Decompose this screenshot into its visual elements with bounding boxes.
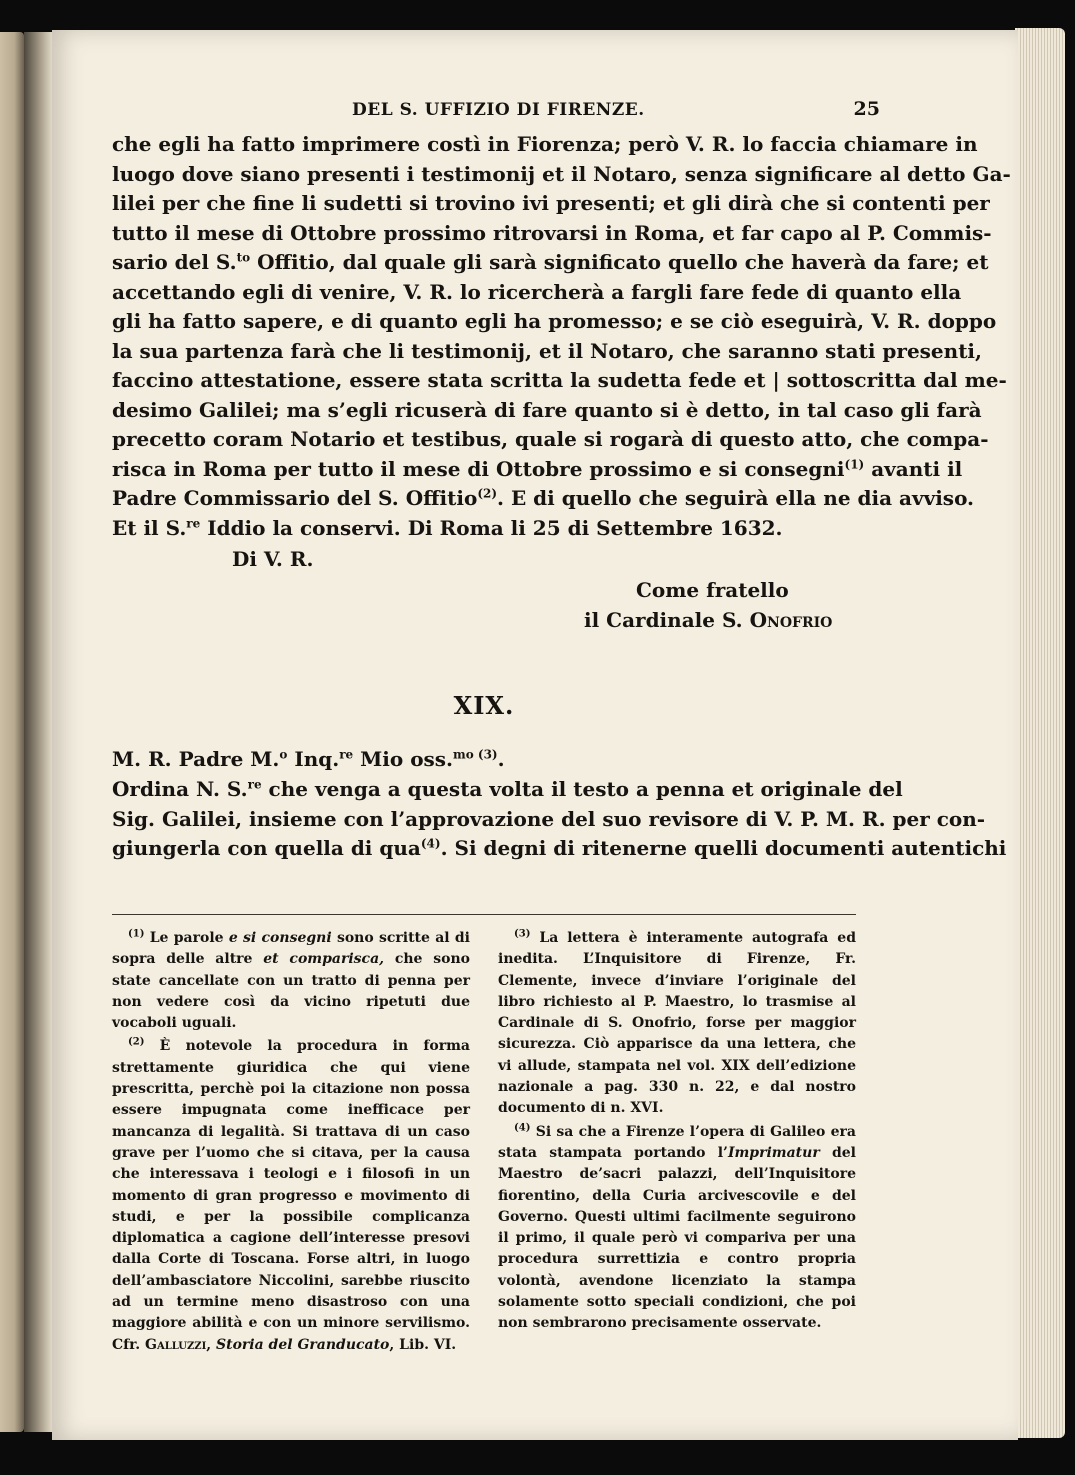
text-line <box>112 455 963 485</box>
text-fragment: sario del S. <box>112 250 237 274</box>
book-gutter <box>24 32 54 1432</box>
text-line: Sig. Galilei, insieme con l’approvazione del suo revisore di V. P. M. R. per con- <box>112 806 986 831</box>
footnote-column-right <box>498 928 856 1337</box>
superscript: o <box>279 747 288 762</box>
text-line <box>112 514 856 544</box>
document-paragraph <box>112 775 1007 864</box>
text-line: accettando egli di venire, V. R. lo ricercherà a fargli fare fede di quanto ella <box>112 279 962 304</box>
text-fragment: che venga a questa volta il testo a penna et originale del <box>261 777 903 801</box>
text-line <box>112 484 975 514</box>
italic-text: Imprimatur <box>727 1144 820 1161</box>
footnote-ref-4: (4) <box>420 836 441 851</box>
text-fragment: Ordina N. S. <box>112 777 248 801</box>
facing-page-edge <box>0 32 24 1432</box>
text-line: gli ha fatto sapere, e di quanto egli ha promesso; e se ciò eseguirà, V. R. doppo <box>112 309 997 333</box>
text-line: tutto il mese di Ottobre prossimo ritrovarsi in Roma, et far capo al P. Commis- <box>112 220 992 245</box>
text-fragment: Le parole <box>144 930 229 946</box>
author-name: Galluzzi <box>145 1336 207 1353</box>
text-fragment: , Lib. VI. <box>389 1336 457 1353</box>
page-edges <box>1015 28 1065 1438</box>
footnote-mark: (4) <box>514 1122 531 1134</box>
italic-text: e si consegni <box>228 930 332 946</box>
footnote-3 <box>498 928 856 1120</box>
text-fragment: Padre Commissario del S. Offitio <box>112 486 478 510</box>
footnote-mark: (2) <box>128 1036 145 1048</box>
main-text <box>112 130 1011 864</box>
text-fragment: Iddio la conservi. Di Roma li 25 di Settembre 1632. <box>200 515 783 540</box>
text-fragment: M. R. Padre M. <box>112 747 280 771</box>
salutation <box>112 743 856 775</box>
footnote-ref-1: (1) <box>844 456 865 471</box>
footnote-column-left <box>112 928 470 1358</box>
footnote-1 <box>112 928 470 1034</box>
superscript: re <box>247 777 262 792</box>
superscript: re <box>339 747 354 762</box>
page-header <box>136 94 880 124</box>
letter-paragraph <box>112 130 1011 543</box>
text-fragment: risca in Roma per tutto il mese di Ottobre prossimo e si consegni <box>112 456 845 481</box>
text-fragment: Si sa che a Firenze l’opera di Galileo era stata stampata portando l’ <box>498 1123 856 1161</box>
footnote-rule <box>112 914 856 915</box>
footnote-ref-2: (2) <box>477 486 498 501</box>
signature-name: Onofrio <box>749 608 833 632</box>
document-number: XIX. <box>453 691 515 720</box>
text-fragment: . Si degni di ritenerne quelli documenti autentichi <box>440 836 1007 860</box>
text-line: desimo Galilei; ma s’egli ricuserà di fare quanto si è detto, in tal caso gli farà <box>112 397 982 422</box>
text-fragment: . E di quello che seguirà ella ne dia avviso. <box>497 486 975 510</box>
italic-text: Storia del Granducato <box>216 1336 390 1353</box>
footnote-2 <box>112 1036 470 1355</box>
text-fragment: È notevole la procedura in forma strettamente giuridica che qui viene prescritta, perchè poi la citazione non possa essere impugnata come inefficace per mancanza di legalità. Si trattava di un caso grave per l’uomo che si citava, per la causa che interessava i teologi e i filosofi in un momento di gran progresso e movimento di studi, e per la possibile complicanza diplomatica a cagione dell’interesse presovi dalla Corte di Toscana. Forse altri, in luogo dell’ambasciatore Niccolini, sarebbe riuscito ad un termine meno disastroso con una maggiore abilità e con un minore servilismo. Cfr. <box>112 1038 470 1353</box>
text-fragment: del Maestro de’sacri palazzi, dell’Inquisitore fiorentino, della Curia arcivescovile e del Governo. Questi ultimi facilmente seguirono il primo, il quale però vi compariva per una procedura surrettizia e contro propria volontà, avendone licenziato la stampa solamente sotto speciali condizioni, che poi non sembrarono precisamente osservate. <box>498 1144 856 1332</box>
text-line: lilei per che fine li sudetti si trovino ivi presenti; et gli dirà che si contenti per <box>112 191 990 215</box>
text-fragment: avanti il <box>864 456 963 481</box>
text-fragment: giungerla con quella di qua <box>112 836 421 860</box>
italic-text: et comparisca, <box>263 951 385 968</box>
text-fragment: . <box>497 747 505 771</box>
footnote-mark: (3) <box>514 928 531 940</box>
closing-fratello: Come fratello <box>636 578 789 602</box>
text-line <box>112 834 1007 864</box>
text-line <box>112 248 989 278</box>
text-fragment: Mio oss. <box>353 747 454 771</box>
closing-di-vr: Di V. R. <box>232 547 314 571</box>
text-fragment: La lettera è interamente autografa ed inedita. L’Inquisitore di Firenze, Fr. Clemente, invece d’inviare l’originale del libro richiesto al P. Maestro, lo trasmise al Cardinale di S. Onofrio, forse per maggior sicurezza. Ciò apparisce da una lettera, che vi allude, stampata nel vol. XIX dell’edizione nazionale a pag. 330 n. 22, e dal nostro documento di n. XVI. <box>498 930 856 1117</box>
text-fragment: sono scritte al di sopra delle altre <box>112 930 470 968</box>
text-line: che egli ha fatto imprimere costì in Fiorenza; però V. R. lo faccia chiamare in <box>112 132 978 156</box>
book-page <box>52 30 1018 1440</box>
text-line <box>112 775 903 805</box>
signature <box>112 605 856 635</box>
text-fragment: che sono state cancellate con un tratto di penna per non vedere così da vicino ripetuti due vocaboli uguali. <box>112 951 470 1032</box>
running-title: DEL S. UFFIZIO DI FIRENZE. <box>352 100 645 120</box>
text-line: la sua partenza farà che li testimonij, et il Notaro, che saranno stati presenti, <box>112 338 982 363</box>
signature-title: il Cardinale S. <box>584 608 750 632</box>
text-fragment: , <box>206 1336 216 1353</box>
text-fragment: Et il S. <box>112 515 187 540</box>
text-fragment: Inq. <box>287 747 340 771</box>
page-number: 25 <box>853 98 880 120</box>
footnote-mark: (1) <box>128 928 145 940</box>
footnote-ref-3: mo (3) <box>453 747 498 762</box>
text-line: precetto coram Notario et testibus, quale si rogarà di questo atto, che compa- <box>112 427 989 451</box>
text-line: faccino attestatione, essere stata scritta la sudetta fede et | sottoscritta dal me- <box>112 368 1007 392</box>
text-line: luogo dove siano presenti i testimonij et il Notaro, senza significare al detto Ga- <box>112 161 1011 186</box>
superscript: to <box>236 250 251 265</box>
superscript: re <box>186 515 201 530</box>
text-fragment: Offitio, dal quale gli sarà significato quello che haverà da fare; et <box>250 250 989 274</box>
footnote-4 <box>498 1122 856 1335</box>
